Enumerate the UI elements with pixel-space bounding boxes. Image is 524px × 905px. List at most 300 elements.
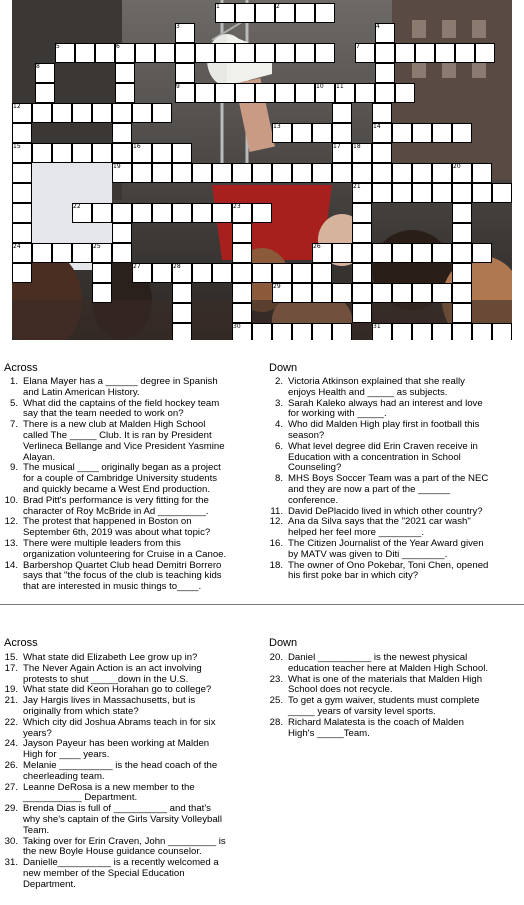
crossword-cell[interactable] (372, 283, 392, 303)
crossword-cell[interactable] (232, 223, 252, 243)
crossword-cell[interactable] (475, 43, 495, 63)
clue-number: 21 (353, 183, 361, 190)
clue-number-label: 14. (4, 559, 18, 571)
crossword-cell[interactable] (212, 203, 232, 223)
clue-text-line: and Latin American History. (23, 386, 140, 398)
clue-text-line: What is one of the materials that Malden High (288, 673, 483, 685)
clue-number: 14 (373, 123, 381, 130)
crossword-cell[interactable] (392, 163, 412, 183)
clue-text-line: ___________ Department. (23, 792, 138, 804)
clue-number: 22 (73, 203, 81, 210)
clue-text-line: the new Boyle House guidance counselor. (23, 846, 202, 858)
crossword-cell[interactable] (112, 103, 132, 123)
clue-text-line: Victoria Atkinson explained that she really (288, 376, 465, 387)
crossword-cell[interactable] (52, 103, 72, 123)
crossword-cell[interactable] (172, 143, 192, 163)
crossword-cell[interactable] (52, 143, 72, 163)
clue-text-line: say that the team needed to work on? (23, 408, 184, 420)
crossword-cell[interactable] (32, 143, 52, 163)
across-clue (0, 783, 250, 805)
crossword-cell[interactable] (492, 323, 512, 340)
crossword-cell[interactable] (372, 243, 392, 263)
clue-text-line: What state did Elizabeth Lee grow up in? (23, 652, 198, 663)
clue-number: 23 (233, 203, 241, 210)
crossword-cell[interactable] (215, 83, 235, 103)
clue-number: 9 (176, 83, 180, 90)
crossword-cell[interactable] (375, 63, 395, 83)
down-clue (265, 474, 515, 506)
crossword-cell[interactable] (395, 43, 415, 63)
clue-number: 10 (316, 83, 324, 90)
clue-text-line: helped her feel more ________. (288, 527, 425, 539)
crossword-cell[interactable] (75, 43, 95, 63)
clue-number: 1 (216, 3, 220, 10)
clue-text-line: and they are now a part of the ______ (288, 483, 451, 495)
clue-number-label: 22. (4, 716, 18, 728)
crossword-cell[interactable] (332, 243, 352, 263)
clue-number: 18 (353, 143, 361, 150)
crossword-cell[interactable] (132, 103, 152, 123)
clue-text-line: High for ____ years. (23, 749, 110, 761)
crossword-cell[interactable] (255, 43, 275, 63)
clue-number-label: 3. (274, 397, 283, 409)
crossword-cell[interactable] (152, 203, 172, 223)
across-clue (0, 561, 250, 593)
crossword-cell[interactable] (232, 243, 252, 263)
crossword-cell[interactable] (412, 123, 432, 143)
clue-text-line: that are interested in music things to____. (23, 581, 202, 593)
clue-number-label: 5. (9, 397, 18, 409)
clue-text-line: education teacher here at Malden High School. (288, 662, 488, 674)
down-clue (265, 442, 515, 474)
clue-text-line: Jay Hargis lives in Massachusetts, but is (23, 695, 196, 707)
down-clue (265, 420, 515, 442)
crossword-cell[interactable] (295, 43, 315, 63)
crossword-cell[interactable] (272, 323, 292, 340)
clue-number-label: 12. (4, 516, 18, 528)
across-clue (0, 858, 250, 890)
crossword-cell[interactable] (235, 43, 255, 63)
crossword-cell[interactable] (175, 63, 195, 83)
clue-number-label: 23. (269, 673, 283, 685)
crossword-cell[interactable] (255, 83, 275, 103)
crossword-cell[interactable] (135, 43, 155, 63)
crossword-cell[interactable] (192, 263, 212, 283)
crossword-cell[interactable] (292, 263, 312, 283)
down-clue (265, 696, 515, 718)
crossword-cell[interactable] (252, 203, 272, 223)
crossword-cell[interactable] (452, 183, 472, 203)
clue-text-line: What state did Keon Horahan go to college? (23, 684, 212, 696)
clue-number: 27 (133, 263, 141, 270)
across-clue (0, 696, 250, 718)
crossword-cell[interactable] (132, 163, 152, 183)
clue-number: 19 (113, 163, 121, 170)
clue-text-line: Department. (23, 878, 76, 890)
crossword-cell[interactable] (452, 263, 472, 283)
crossword-cell[interactable] (312, 283, 332, 303)
clue-number-label: 21. (4, 695, 18, 707)
crossword-cell[interactable] (152, 103, 172, 123)
clue-text-line: new member of the Special Education (23, 867, 185, 879)
crossword-cell[interactable] (412, 323, 432, 340)
clue-number: 5 (56, 43, 60, 50)
clue-number: 7 (356, 43, 360, 50)
clue-text-line: Daniel __________ is the newest physical (288, 652, 468, 663)
across-clue (0, 761, 250, 783)
crossword-cell[interactable] (352, 263, 372, 283)
crossword-cell[interactable] (372, 103, 392, 123)
crossword-cell[interactable] (472, 183, 492, 203)
crossword-cell[interactable] (232, 263, 252, 283)
crossword-cell[interactable] (275, 43, 295, 63)
clue-number-label: 17. (4, 662, 18, 674)
clue-text-line: called The _____ Club. It is ran by President (23, 429, 212, 441)
crossword-cell[interactable] (252, 263, 272, 283)
crossword-cell[interactable] (315, 43, 335, 63)
crossword-cell[interactable] (452, 323, 472, 340)
clue-text-line: Alayan. (23, 451, 55, 463)
crossword-cell[interactable] (195, 83, 215, 103)
crossword-cell[interactable] (92, 203, 112, 223)
clue-number-label: 31. (4, 857, 18, 869)
across-clue (0, 739, 250, 761)
crossword-cell[interactable] (295, 83, 315, 103)
clue-number: 12 (13, 103, 21, 110)
crossword-cell[interactable] (432, 183, 452, 203)
crossword-cell[interactable] (72, 103, 92, 123)
clue-number-label: 9. (9, 462, 18, 474)
crossword-cell[interactable] (12, 203, 32, 223)
clue-text-line: Barbershop Quartet Club head Demitri Borrero (23, 559, 222, 571)
crossword-cell[interactable] (432, 243, 452, 263)
crossword-cell[interactable] (315, 3, 335, 23)
crossword-cell[interactable] (92, 143, 112, 163)
crossword-cell[interactable] (112, 143, 132, 163)
crossword-cell[interactable] (292, 163, 312, 183)
crossword-cell[interactable] (212, 263, 232, 283)
crossword-cell[interactable] (112, 223, 132, 243)
down-clue (265, 675, 515, 697)
across-clue (0, 837, 250, 859)
crossword-cell[interactable] (392, 323, 412, 340)
crossword-cell[interactable] (455, 43, 475, 63)
clue-text-line: _____ years of varsity level sports. (288, 705, 436, 717)
crossword-puzzle (12, 0, 512, 340)
crossword-cell[interactable] (432, 163, 452, 183)
clue-text-line: September 6th, 2019 was about what topic? (23, 527, 211, 539)
crossword-cell[interactable] (155, 43, 175, 63)
across-clue (0, 496, 250, 518)
clue-number: 11 (336, 83, 344, 90)
crossword-cell[interactable] (95, 43, 115, 63)
crossword-cell[interactable] (332, 283, 352, 303)
clue-text-line: The protest that happened in Boston on (23, 516, 192, 528)
crossword-cell[interactable] (375, 43, 395, 63)
clue-number: 16 (133, 143, 141, 150)
crossword-cell[interactable] (452, 223, 472, 243)
clue-number: 30 (233, 323, 241, 330)
crossword-cell[interactable] (292, 283, 312, 303)
crossword-cell[interactable] (352, 283, 372, 303)
clue-number-label: 16. (269, 538, 283, 549)
page-divider (0, 604, 524, 605)
clue-number-label: 6. (274, 440, 283, 452)
crossword-cell[interactable] (352, 303, 372, 323)
crossword-cell[interactable] (432, 323, 452, 340)
down-clue (265, 718, 515, 740)
crossword-cell[interactable] (272, 163, 292, 183)
clue-text-line: says that "the focus of the club is teaching kids (23, 570, 222, 582)
clue-number-label: 25. (269, 695, 283, 707)
crossword-cell[interactable] (115, 83, 135, 103)
crossword-cell[interactable] (92, 263, 112, 283)
crossword-cell[interactable] (435, 43, 455, 63)
crossword-cell[interactable] (352, 243, 372, 263)
crossword-cell[interactable] (12, 223, 32, 243)
crossword-cell[interactable] (312, 323, 332, 340)
clue-text-line: why she's captain of the Girls Varsity Volleyball (23, 813, 222, 825)
crossword-cell[interactable] (275, 83, 295, 103)
crossword-cell[interactable] (215, 43, 235, 63)
crossword-cell[interactable] (372, 143, 392, 163)
across-clue (0, 377, 250, 399)
crossword-cell[interactable] (372, 183, 392, 203)
clue-number-label: 13. (4, 538, 18, 549)
crossword-cell[interactable] (332, 103, 352, 123)
clue-text-line: The Citizen Journalist of the Year Award given (288, 538, 484, 549)
crossword-cell[interactable] (152, 263, 172, 283)
across-heading: Across (4, 362, 38, 374)
clue-number-label: 19. (4, 684, 18, 696)
across-clue (0, 399, 250, 421)
down-clue (265, 399, 515, 421)
crossword-cell[interactable] (35, 83, 55, 103)
crossword-cell[interactable] (472, 163, 492, 183)
crossword-cell[interactable] (395, 83, 415, 103)
crossword-cell[interactable] (355, 83, 375, 103)
clue-number: 8 (36, 63, 40, 70)
crossword-cell[interactable] (112, 203, 132, 223)
crossword-cell[interactable] (472, 323, 492, 340)
crossword-cell[interactable] (152, 163, 172, 183)
crossword-cell[interactable] (172, 303, 192, 323)
clue-text-line: The Never Again Action is an act involving (23, 662, 202, 674)
crossword-cell[interactable] (132, 203, 152, 223)
crossword-cell[interactable] (235, 3, 255, 23)
down-heading-continued: Down (269, 637, 298, 649)
crossword-cell[interactable] (92, 283, 112, 303)
clue-text-line: for a couple of Cambridge University students (23, 473, 218, 485)
clue-text-line: Jayson Payeur has been working at Malden (23, 738, 210, 750)
clue-number-label: 12. (269, 516, 283, 528)
crossword-cell[interactable] (432, 283, 452, 303)
crossword-cell[interactable] (252, 163, 272, 183)
clue-text-line: Richard Malatesta is the coach of Malden (288, 716, 464, 728)
crossword-cell[interactable] (232, 163, 252, 183)
crossword-cell[interactable] (292, 323, 312, 340)
crossword-cell[interactable] (72, 243, 92, 263)
clue-text-line: protests to shut _____down in the U.S. (23, 673, 189, 685)
crossword-cell[interactable] (452, 243, 472, 263)
crossword-cell[interactable] (432, 123, 452, 143)
crossword-cell[interactable] (452, 203, 472, 223)
clue-number-label: 1. (9, 376, 18, 387)
crossword-cell[interactable] (312, 263, 332, 283)
clue-text-line: There is a new club at Malden High School (23, 419, 206, 431)
clue-text-line: The owner of Ono Pokebar, Toni Chen, opened (288, 559, 489, 571)
clue-text-line: Counseling? (288, 462, 342, 474)
clue-text-line: Leanne DeRosa is a new member to the (23, 781, 195, 793)
crossword-cell[interactable] (352, 163, 372, 183)
clue-number: 6 (116, 43, 120, 50)
clue-text-line: season? (288, 429, 325, 441)
clue-text-line: MHS Boys Soccer Team was a part of the NEC (288, 473, 489, 485)
clue-text-line: Ana da Silva says that the "2021 car wash" (288, 516, 471, 528)
clue-number: 17 (333, 143, 341, 150)
clue-text-line: Melanie __________ is the head coach of the (23, 760, 218, 771)
crossword-cell[interactable] (332, 323, 352, 340)
crossword-cell[interactable] (212, 163, 232, 183)
clue-number: 2 (276, 3, 280, 10)
crossword-cell[interactable] (172, 283, 192, 303)
clue-text-line: for working with _____. (288, 408, 387, 420)
crossword-cell[interactable] (112, 243, 132, 263)
crossword-cell[interactable] (192, 203, 212, 223)
clue-number: 4 (376, 23, 380, 30)
clue-text-line: by MATV was given to Diti ________. (288, 548, 448, 560)
clue-number-label: 7. (9, 419, 18, 431)
crossword-cell[interactable] (452, 303, 472, 323)
crossword-cell[interactable] (32, 103, 52, 123)
crossword-cell[interactable] (12, 263, 32, 283)
down-heading: Down (269, 362, 298, 374)
crossword-cell[interactable] (312, 123, 332, 143)
clue-number: 3 (176, 23, 180, 30)
crossword-cell[interactable] (392, 243, 412, 263)
crossword-cell[interactable] (412, 163, 432, 183)
crossword-cell[interactable] (175, 43, 195, 63)
crossword-cell[interactable] (235, 83, 255, 103)
crossword-cell[interactable] (12, 183, 32, 203)
clue-text-line: conference. (288, 494, 339, 506)
clue-text-line: Which city did Joshua Abrams teach in for six (23, 716, 216, 728)
crossword-cell[interactable] (12, 163, 32, 183)
clue-text-line: Danielle__________ is a recently welcomed a (23, 857, 219, 869)
clue-number: 24 (13, 243, 21, 250)
crossword-cell[interactable] (12, 123, 32, 143)
clue-number: 15 (13, 143, 21, 150)
crossword-cell[interactable] (295, 3, 315, 23)
clue-number-label: 15. (4, 652, 18, 663)
clue-number-label: 18. (269, 559, 283, 571)
clue-number-label: 26. (4, 760, 18, 771)
crossword-cell[interactable] (72, 143, 92, 163)
across-clue (0, 420, 250, 463)
crossword-cell[interactable] (232, 303, 252, 323)
crossword-cell[interactable] (172, 323, 192, 340)
crossword-cell[interactable] (32, 243, 52, 263)
crossword-cell[interactable] (472, 243, 492, 263)
clue-number: 25 (93, 243, 101, 250)
crossword-cell[interactable] (92, 103, 112, 123)
clue-number-label: 11. (270, 505, 283, 517)
crossword-cell[interactable] (352, 203, 372, 223)
clue-text-line: What level degree did Erin Craven receive in (288, 440, 478, 452)
clue-text-line: High's _____Team. (288, 727, 370, 739)
crossword-cell[interactable] (392, 123, 412, 143)
crossword-cell[interactable] (152, 143, 172, 163)
crossword-cell[interactable] (372, 163, 392, 183)
clue-number-label: 29. (4, 803, 18, 815)
clue-number-label: 27. (4, 781, 18, 793)
crossword-cell[interactable] (392, 183, 412, 203)
crossword-cell[interactable] (412, 283, 432, 303)
clue-text-line: cheerleading team. (23, 770, 105, 782)
clue-number-label: 2. (274, 376, 283, 387)
down-clue (265, 561, 515, 583)
crossword-cell[interactable] (272, 263, 292, 283)
crossword-cell[interactable] (352, 223, 372, 243)
clue-text-line: What did the captains of the field hockey team (23, 397, 220, 409)
clue-text-line: originally from which state? (23, 705, 139, 717)
crossword-cell[interactable] (312, 163, 332, 183)
clue-text-line: years? (23, 727, 52, 739)
down-clue (265, 539, 515, 561)
down-clue (265, 517, 515, 539)
crossword-cell[interactable] (252, 323, 272, 340)
crossword-cell[interactable] (392, 283, 412, 303)
crossword-cell[interactable] (412, 183, 432, 203)
across-clue (0, 539, 250, 561)
crossword-cell[interactable] (452, 123, 472, 143)
crossword-cell[interactable] (452, 283, 472, 303)
crossword-cell[interactable] (375, 83, 395, 103)
crossword-cell[interactable] (52, 243, 72, 263)
across-heading-continued: Across (4, 637, 38, 649)
crossword-cell[interactable] (115, 63, 135, 83)
crossword-cell[interactable] (332, 123, 352, 143)
clue-text-line: The musical ____ originally began as a project (23, 462, 221, 474)
crossword-cell[interactable] (112, 123, 132, 143)
crossword-cell[interactable] (415, 43, 435, 63)
clue-text-line: Elana Mayer has a ______ degree in Spanish (23, 376, 218, 387)
clue-text-line: Sarah Kaleko always had an interest and love (288, 397, 483, 409)
crossword-cell[interactable] (172, 203, 192, 223)
clue-text-line: and quickly became a West End production. (23, 483, 211, 495)
crossword-cell[interactable] (232, 283, 252, 303)
crossword-cell[interactable] (195, 43, 215, 63)
crossword-cell[interactable] (492, 183, 512, 203)
clue-number-label: 8. (274, 473, 283, 485)
crossword-cell[interactable] (412, 243, 432, 263)
crossword-cell[interactable] (172, 163, 192, 183)
crossword-cell[interactable] (192, 163, 212, 183)
clue-text-line: David DePlacido lived in which other country? (288, 505, 483, 517)
clue-text-line: There were multiple leaders from this (23, 538, 181, 549)
clue-number: 26 (313, 243, 321, 250)
crossword-cell[interactable] (332, 163, 352, 183)
clue-number: 31 (373, 323, 381, 330)
crossword-cell[interactable] (292, 123, 312, 143)
clue-text-line: enjoys Health and _____ as subjects. (288, 386, 448, 398)
clue-text-line: To get a gym waiver, students must complete (288, 695, 480, 707)
clue-number: 20 (453, 163, 461, 170)
across-clue (0, 718, 250, 740)
clue-text-line: Education with a concentration in School (288, 451, 461, 463)
crossword-cell[interactable] (255, 3, 275, 23)
clue-text-line: Brad Pitt's performance is very fitting for the (23, 494, 209, 506)
